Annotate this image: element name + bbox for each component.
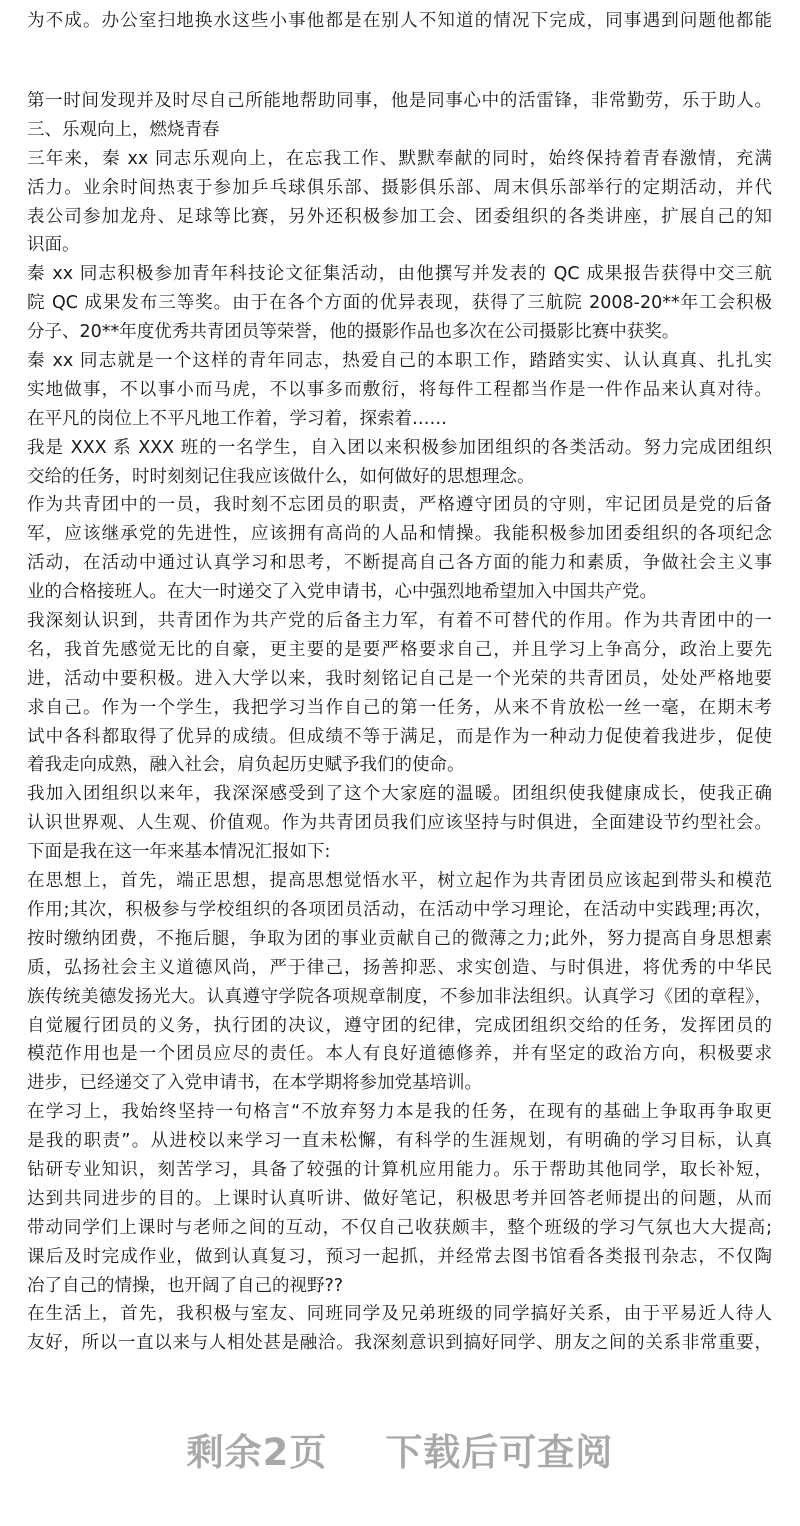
text-line: 在平凡的岗位上不平凡地工作着，学习着，探索着…… — [27, 408, 447, 429]
text-line: 按时缴纳团费，不拖后腿，争取为团的事业贡献自己的微薄之力;此外，努力提高自身思想素 — [27, 928, 772, 949]
text-line: 我深刻认识到，共青团作为共产党的后备主力军，有着不可替代的作用。作为共青团中的一 — [27, 611, 772, 632]
text-line: 在学习上，我始终坚持一句格言“不放弃努力本是我的任务，在现有的基础上争取再争取更 — [27, 1102, 772, 1123]
text-line: 自觉履行团员的义务，执行团的决议，遵守团的纪律，完成团组织交给的任务，发挥团员的 — [27, 1015, 772, 1036]
text-line: 着我走向成熟，融入社会，肩负起历史赋予我们的使命。 — [27, 755, 465, 776]
text-line: 质，弘扬社会主义道德风尚，严于律己，扬善抑恶、求实创造、与时俱进，将优秀的中华民 — [27, 957, 772, 978]
text-line: 实地做事，不以事小而马虎，不以事多而敷衍，将每件工程都当作是一件作品来认真对待。 — [27, 379, 772, 400]
text-line: 交给的任务，时时刻刻记住我应该做什么，如何做好的思想理念。 — [27, 466, 535, 487]
download-prompt[interactable] — [0, 1422, 800, 1476]
text-line: 三、乐观向上，燃烧青春 — [27, 119, 220, 140]
text-line: 我是 XXX 系 XXX 班的一名学生，自入团以来积极参加团组织的各类活动。努力完成团组织 — [27, 437, 772, 458]
text-line: 下面是我在这一年来基本情况汇报如下: — [27, 842, 331, 863]
text-line: 是我的职责”。从进校以来学习一直未松懈，有科学的生涯规划，有明确的学习目标，认真 — [27, 1131, 772, 1152]
text-line: 族传统美德发扬光大。认真遵守学院各项规章制度，不参加非法组织。认真学习《团的章程》， — [27, 986, 772, 1007]
document-text-top — [27, 7, 772, 36]
document-text-body — [27, 87, 772, 1358]
text-line: 院 QC 成果发布三等奖。由于在各个方面的优异表现，获得了三航院 2008-20**年工会积极 — [27, 293, 772, 314]
text-line: 在思想上，首先，端正思想，提高思想觉悟水平，树立起作为共青团员应该起到带头和模范 — [27, 871, 772, 892]
text-line: 试中各科都取得了优异的成绩。但成绩不等于满足，而是作为一种动力促使着我进步，促使 — [27, 726, 772, 747]
text-line: 进，活动中要积极。进入大学以来，我时刻铭记自己是一个光荣的共青团员，处处严格地要 — [27, 668, 772, 689]
text-line: 作为共青团中的一员，我时刻不忘团员的职责，严格遵守团员的守则，牢记团员是党的后备 — [27, 495, 772, 516]
text-line: 在生活上，首先，我积极与室友、同班同学及兄弟班级的同学搞好关系，由于平易近人待人 — [27, 1304, 772, 1325]
text-line: 业的合格接班人。在大一时递交了入党申请书，心中强烈地希望加入中国共产党。 — [27, 582, 657, 603]
text-line: 达到共同进步的目的。上课时认真听讲、做好笔记，积极思考并回答老师提出的问题，从而 — [27, 1188, 772, 1209]
download-to-view-label[interactable]: 下载后可查阅 — [385, 1431, 614, 1474]
text-line: 钻研专业知识，刻苦学习，具备了较强的计算机应用能力。乐于帮助其他同学，取长补短， — [27, 1159, 772, 1180]
text-line: 活力。业余时间热衷于参加乒乓球俱乐部、摄影俱乐部、周末俱乐部举行的定期活动，并代 — [27, 177, 772, 198]
text-line: 带动同学们上课时与老师之间的互动，不仅自己收获颇丰，整个班级的学习气氛也大大提高; — [27, 1217, 772, 1238]
text-line: 课后及时完成作业，做到认真复习，预习一起抓，并经常去图书馆看各类报刊杂志，不仅陶 — [27, 1246, 772, 1267]
text-line: 认识世界观、人生观、价值观。作为共青团员我们应该坚持与时俱进，全面建设节约型社会。 — [27, 813, 772, 834]
text-line: 表公司参加龙舟、足球等比赛，另外还积极参加工会、团委组织的各类讲座，扩展自己的知 — [27, 206, 772, 227]
text-line: 求自己。作为一个学生，我把学习当作自己的第一任务，从来不肯放松一丝一毫，在期末考 — [27, 697, 772, 718]
text-line: 识面。 — [27, 235, 80, 256]
text-line: 进步，已经递交了入党申请书，在本学期将参加党基培训。 — [27, 1073, 482, 1094]
text-line: 冶了自己的情操，也开阔了自己的视野?? — [27, 1275, 344, 1296]
text-line: 为不成。办公室扫地换水这些小事他都是在别人不知道的情况下完成，同事遇到问题他都能 — [27, 11, 772, 31]
text-line: 名，我首先感觉无比的自豪，更主要的是要严格要求自己，并且学习上争高分，政治上要先 — [27, 639, 772, 660]
remaining-pages-label: 剩余2页 — [186, 1431, 328, 1474]
text-line: 军，应该继承党的先进性，应该拥有高尚的人品和情操。我能积极参加团委组织的各项纪念 — [27, 524, 772, 545]
text-line: 活动，在活动中通过认真学习和思考，不断提高自己各方面的能力和素质，争做社会主义事 — [27, 553, 772, 574]
text-line: 分子、20**年度优秀共青团员等荣誉，他的摄影作品也多次在公司摄影比赛中获奖。 — [27, 322, 680, 343]
text-line: 第一时间发现并及时尽自己所能地帮助同事，他是同事心中的活雷锋，非常勤劳，乐于助人。 — [27, 91, 772, 111]
text-line: 模范作用也是一个团员应尽的责任。本人有良好道德修养，并有坚定的政治方向，积极要求 — [27, 1044, 772, 1065]
text-line: 三年来，秦 xx 同志乐观向上，在忘我工作、默默奉献的同时，始终保持着青春激情，充满 — [27, 148, 772, 169]
text-line: 秦 xx 同志就是一个这样的青年同志，热爱自己的本职工作，踏踏实实、认认真真、扎扎实 — [27, 351, 772, 372]
text-line: 友好，所以一直以来与人相处甚是融洽。我深刻意识到搞好同学、朋友之间的关系非常重要， — [27, 1333, 772, 1354]
text-line: 我加入团组织以来年，我深深感受到了这个大家庭的温暖。团组织使我健康成长，使我正确 — [27, 784, 772, 805]
text-line: 秦 xx 同志积极参加青年科技论文征集活动，由他撰写并发表的 QC 成果报告获得中交三航 — [27, 264, 772, 285]
text-line: 作用;其次，积极参与学校组织的各项团员活动，在活动中学习理论，在活动中实践理;再次， — [27, 899, 772, 920]
